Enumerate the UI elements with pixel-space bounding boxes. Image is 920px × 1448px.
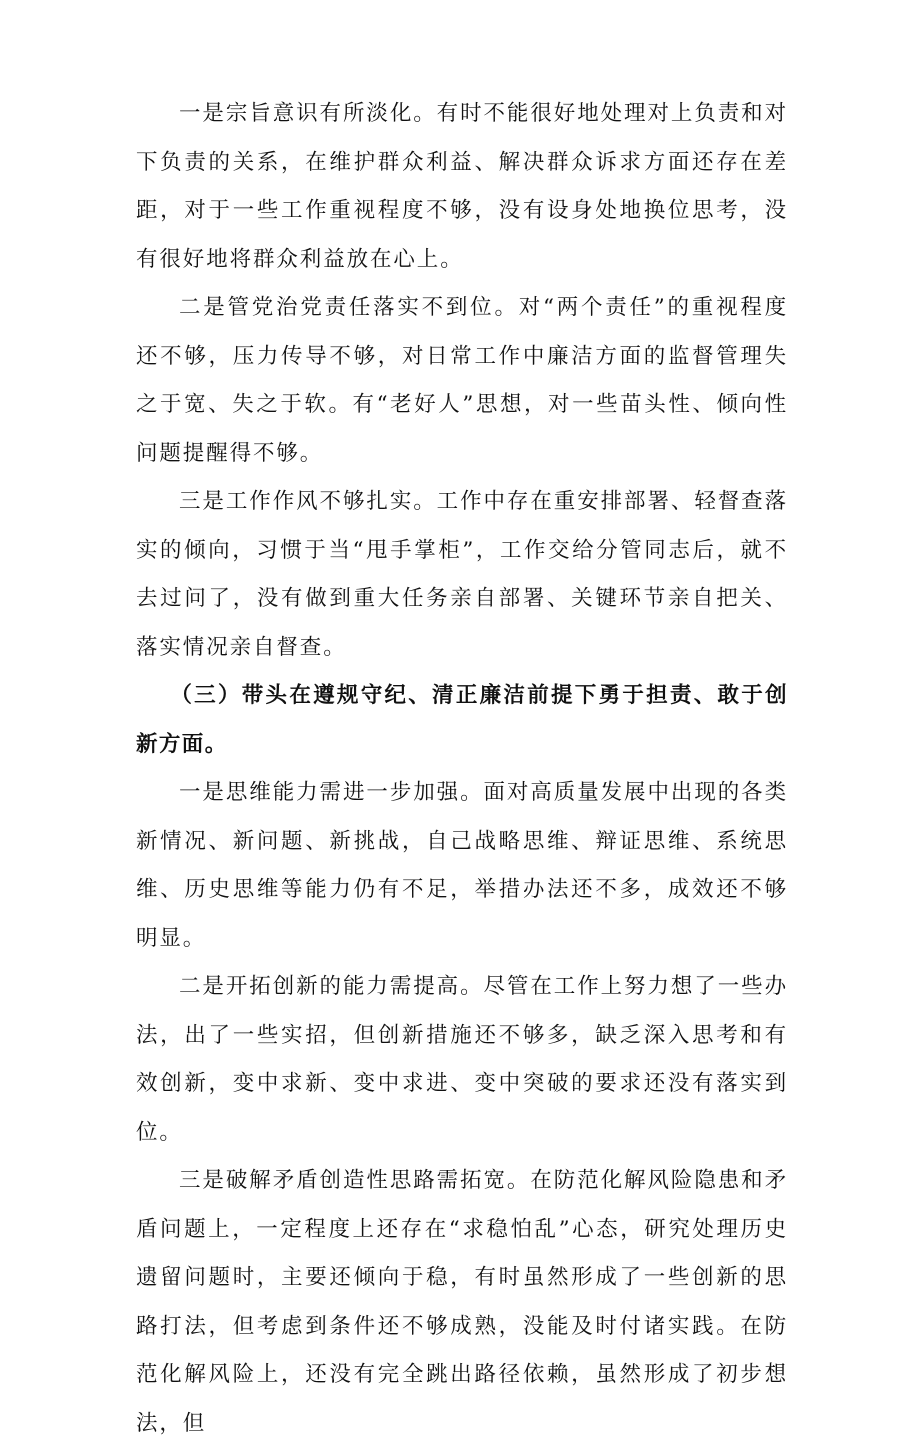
paragraph-party-responsibility: 二是管党治党责任落实不到位。对“两个责任”的重视程度还不够，压力传导不够，对日常工作中廉洁方面的监督管理失之于宽、失之于软。有“老好人”思想，对一些苗头性、倾向性问题提醒得不够。	[136, 295, 788, 466]
paragraph-innovation-ability: 二是开拓创新的能力需提高。尽管在工作上努力想了一些办法，出了一些实招，但创新措施还不够多，缺乏深入思考和有效创新，变中求新、变中求进、变中突破的要求还没有落实到位。	[136, 974, 788, 1145]
paragraph-work-style: 三是工作作风不够扎实。工作中存在重安排部署、轻督查落实的倾向，习惯于当“甩手掌柜”，工作交给分管同志后，就不去过问了，没有做到重大任务亲自部署、关键环节亲自把关、落实情况亲自督查。	[136, 489, 788, 660]
paragraph-purpose-awareness: 一是宗旨意识有所淡化。有时不能很好地处理对上负责和对下负责的关系，在维护群众利益、解决群众诉求方面还存在差距，对于一些工作重视程度不够，没有设身处地换位思考，没有很好地将群众利益放在心上。	[136, 101, 788, 272]
document-body	[136, 90, 788, 1448]
paragraph-problem-solving: 三是破解矛盾创造性思路需拓宽。在防范化解风险隐患和矛盾问题上，一定程度上还存在“求稳怕乱”心态，研究处理历史遗留问题时，主要还倾向于稳，有时虽然形成了一些创新的思路打法，但考虑到条件还不够成熟，没能及时付诸实践。在防范化解风险上，还没有完全跳出路径依赖，虽然形成了初步想法，但	[136, 1168, 788, 1436]
section-heading-three: （三）带头在遵规守纪、清正廉洁前提下勇于担责、敢于创新方面。	[136, 683, 788, 757]
paragraph-thinking-ability: 一是思维能力需进一步加强。面对高质量发展中出现的各类新情况、新问题、新挑战，自己战略思维、辩证思维、系统思维、历史思维等能力仍有不足，举措办法还不多，成效还不够明显。	[136, 780, 788, 951]
